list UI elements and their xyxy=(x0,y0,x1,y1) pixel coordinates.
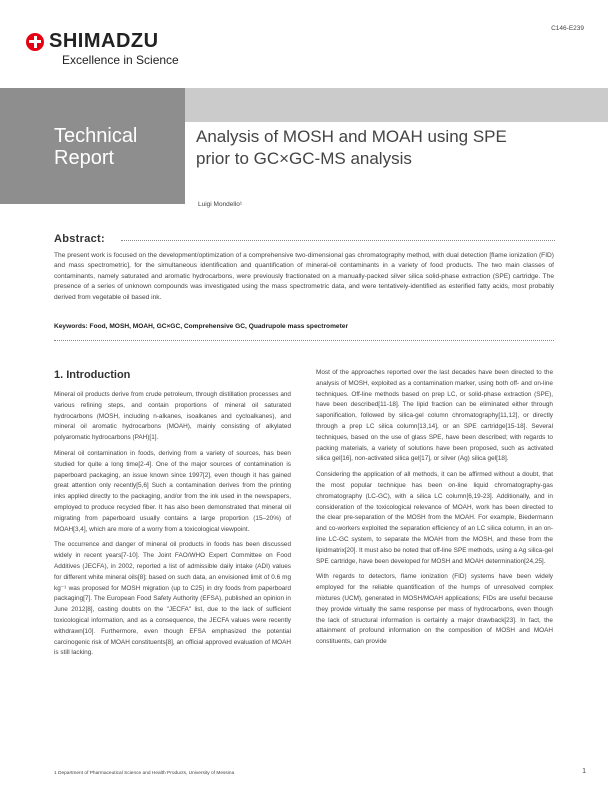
brand-tagline: Excellence in Science xyxy=(62,53,179,67)
paragraph: With regards to detectors, flame ionization (FID) systems have been widely employed for the reliable quantification of the humps of unresolved complex mixtures (UCM), generated in MOSH/MOAH applications; FIDs are useful because they provide virtually the same response per mass of hydrocarbons, even though the lack of structural information is certainly a major drawback[23]. In fact, the attainment of profound information on the composition of MOSH and MOAH constituents, can provide xyxy=(316,573,553,646)
right-column xyxy=(316,368,553,653)
technical-report-label: Technical Report xyxy=(54,125,138,169)
abstract-text: The present work is focused on the development/optimization of a comprehensive two-dimensional gas chromatography method, with dual detection [flame ionization (FID) and mass spectrometric], for the simultaneous identification and quantification of mineral-oil contaminants in a variety of food products. The two main classes of contaminants, namely saturated and aromatic hydrocarbons, were previously fractionated on a manually-packed silver silica solid-phase extraction (SPE) cartridge. The presence of a series of unknown compounds was investigated using the mass spectrometric data, and were tentatively-identified as esterified fatty acids, most probably derived from vegetable oil based ink. xyxy=(54,252,554,301)
introduction-heading: 1. Introduction xyxy=(54,369,131,381)
keywords-divider xyxy=(54,340,554,341)
footnote: 1 Department of Pharmaceutical Science and Health Products, University of Messina xyxy=(54,771,235,776)
paragraph: Most of the approaches reported over the last decades have been directed to the analysis of MOSH, exploited as a contamination marker, using both off- and on-line techniques. Off-line methods based on prep LC, or solid-phase extraction (SPE), have been described[11-18]. The lipid fraction can be eliminated either through saponification, followed by silica-gel column chromatography[11,12], or directly through a prep LC silica column[13,14], or an SPE cartridge[15-18]. Several techniques, based on the use of glass SPE, have been described; with regards to packing materials, a variety of solutions have been proposed, such as activated silica gel[16], non-activated silica gel[17], or silver (Ag) silica gel[18]. xyxy=(316,369,553,463)
left-column xyxy=(54,368,291,664)
abstract-heading: Abstract: xyxy=(54,233,105,245)
document-title: Analysis of MOSH and MOAH using SPE prior to GC×GC-MS analysis xyxy=(196,127,507,168)
paragraph: The occurrence and danger of mineral oil products in foods has been discussed widely in recent years[7-10]. The Joint FAO/WHO Expert Committee on Food Additives (JECFA), in 2002, reported a list of admissible daily intake (ADI) values for different white mineral oils[8]; based on such data, an envisioned limit of 0.6 mg kg⁻¹ was proposed for MOSH migration (up to C25) in dry foods from paperboard packaging[7]. The European Food Safety Authority (EFSA), published an opinion in June 2012[8], casting doubts on the "JECFA" list, due to the lack of sufficient toxicological information, and as a consequence, the JECFA values were recently withdrawn[10]. Furthermore, even though EFSA emphasized the potential carcinogenic risk of MOAH constituents[8], an official approved evaluation of MOAH is still lacking. xyxy=(54,541,291,657)
brand-name: SHIMADZU xyxy=(49,30,159,52)
paragraph: Mineral oil products derive from crude petroleum, through distillation processes and various refining steps, and contain proportions of mineral oil saturated hydrocarbons (MOSH, including n-alkanes, isoalkanes and cycloalkanes), and mineral oil aromatic hydrocarbons (MOAH), mainly consisting of alkylated polyaromatic hydrocarbons (PAH)[1]. xyxy=(54,391,291,442)
document-code: C146-E239 xyxy=(551,25,584,32)
keywords: Keywords: Food, MOSH, MOAH, GC×GC, Comprehensive GC, Quadrupole mass spectrometer xyxy=(54,323,349,330)
abstract-divider xyxy=(121,240,555,241)
paragraph: Mineral oil contamination in foods, deriving from a variety of sources, has been studied for quite a long time[2-4]. One of the major sources of contamination is paperboard packaging, an issue known since 1997[2], even though it has gained great attention only recently[5,6] Such a contamination derives from the printing inks applied directly to the packaging, and/or from the ink used in the newspapers, employed to produce recycled fiber. It has also been demonstrated that mineral oil migrating from paperboard usually contains a large proportion (15–20%) of MOAH[3,4], which are more of a worry from a toxicological viewpoint. xyxy=(54,449,291,533)
shimadzu-logo xyxy=(26,30,159,53)
paragraph: Considering the application of all methods, it can be affirmed without a doubt, that the most popular technique has been on-line liquid chromatography-gas chromatography (LC-GC), with a silica LC column[6,19-23]. Additionally, and in consideration of the toxicological relevance of MOAH, work has been directed to the clear pre-separation of the MOSH from the MOAH. For example, Biedermann and co-workers exploited the separation efficiency of an LC silica column, in an on-line LC-GC system, to separate the MOAH from the MOSH, and these from the lipidmatrix[20]. It must also be noted that off-line SPE methods, using a Ag silica-gel SPE cartridge, have been developed for MOSH and MOAH determination[24,25]. xyxy=(316,471,553,565)
author: Luigi Mondello¹ xyxy=(198,201,243,208)
page-number: 1 xyxy=(582,768,586,775)
shimadzu-logo-icon xyxy=(26,33,44,51)
